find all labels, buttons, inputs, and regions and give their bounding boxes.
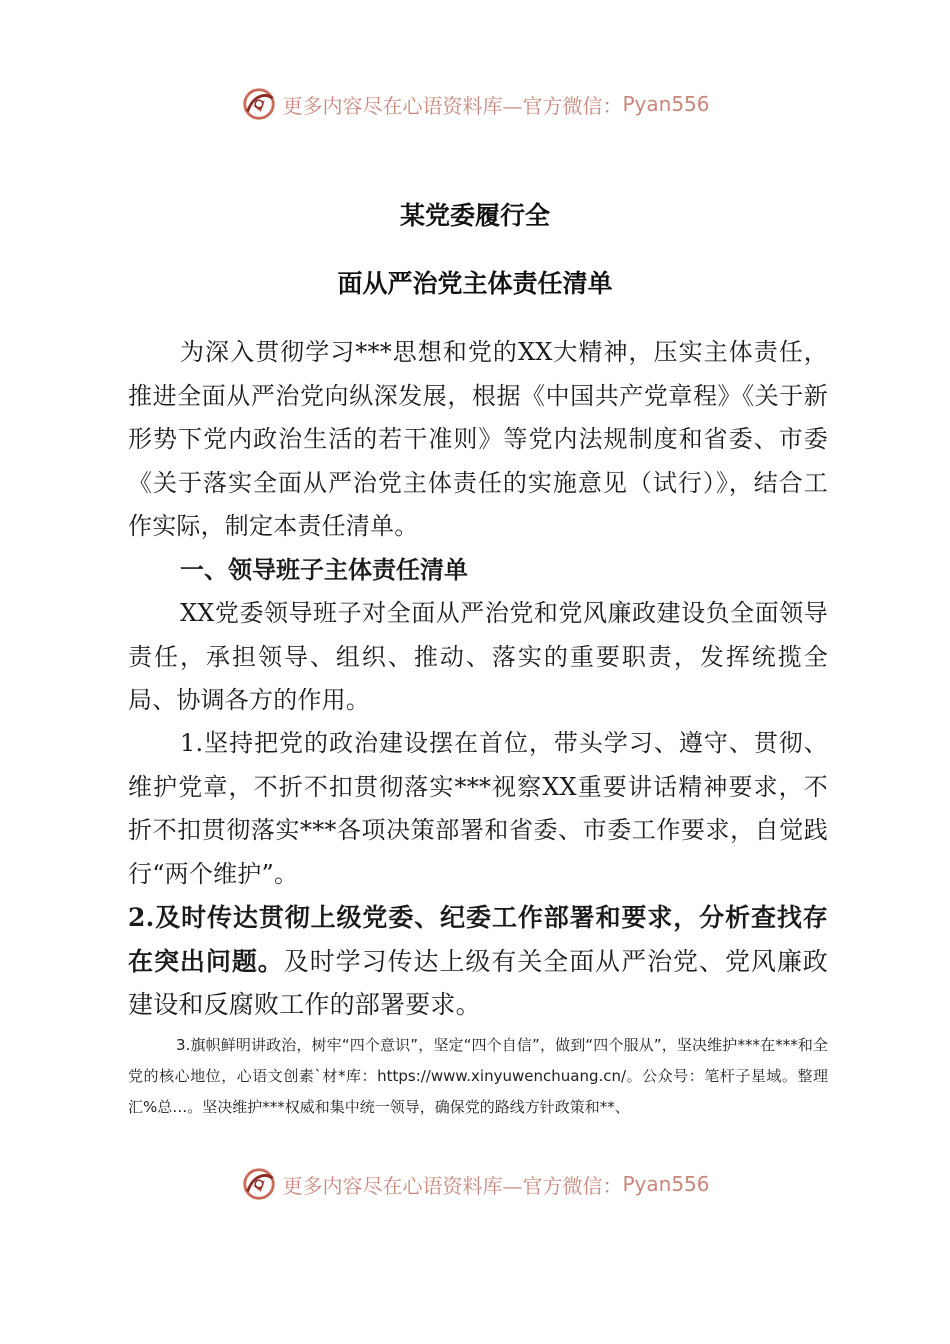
intro-paragraph: 为深入贯彻学习***思想和党的XX大精神，压实主体责任，推进全面从严治党向纵深发展，根据《中国共产党章程》《关于新形势下党内政治生活的若干准则》等党内法规制度和省委、市委《关于落实全面从严治党主体责任的实施意见（试行）》，结合工作实际，制定本责任清单。 — [128, 338, 828, 541]
item-3-paragraph: 3.旗帜鲜明讲政治，树牢“四个意识”，坚定“四个自信”，做到“四个服从”，坚决维护***在***和全党的核心地位，心语文创素`材*库：https://www.xinyuwenchuang.cn/。公众号：笔杆子星域。整理汇%总…。坚决维护***权威和集中统一领导，确保党的路线方针政策和**、 — [128, 1036, 828, 1116]
watermark-banner-top — [0, 82, 950, 126]
item-2-rest: 及时学习传达上级有关全面从严治党、党风廉政建设和反腐败工作的部署要求。 — [128, 946, 829, 1020]
watermark-wechat-bottom: Pyan556 — [622, 1172, 710, 1196]
document-title-line1: 某党委履行全 — [399, 201, 550, 230]
watermark-banner-bottom — [0, 1162, 950, 1206]
logo-icon — [240, 1165, 278, 1203]
document-title-line2: 面从严治党主体责任清单 — [337, 269, 613, 298]
section-heading-1: 一、领导班子主体责任清单 — [180, 555, 468, 584]
logo-icon — [240, 85, 278, 123]
watermark-wechat-top: Pyan556 — [622, 92, 710, 116]
watermark-text-bottom: 更多内容尽在心语资料库—官方微信： — [282, 1173, 623, 1198]
item-2-bold: 2.及时传达贯彻上级党委、纪委工作部署和要求，分析查找存在突出问题。 — [128, 903, 828, 976]
watermark-text-top: 更多内容尽在心语资料库—官方微信： — [282, 93, 623, 118]
leadership-paragraph: XX党委领导班子对全面从严治党和党风廉政建设负全面领导责任，承担领导、组织、推动、落实的重要职责，发挥统揽全局、协调各方的作用。 — [128, 599, 828, 715]
item-2-paragraph — [128, 896, 828, 1027]
item-1-paragraph: 1.坚持把党的政治建设摆在首位，带头学习、遵守、贯彻、维护党章，不折不扣贯彻落实***视察XX重要讲话精神要求，不折不扣贯彻落实***各项决策部署和省委、市委工作要求，自觉践行“两个维护”。 — [128, 729, 828, 888]
